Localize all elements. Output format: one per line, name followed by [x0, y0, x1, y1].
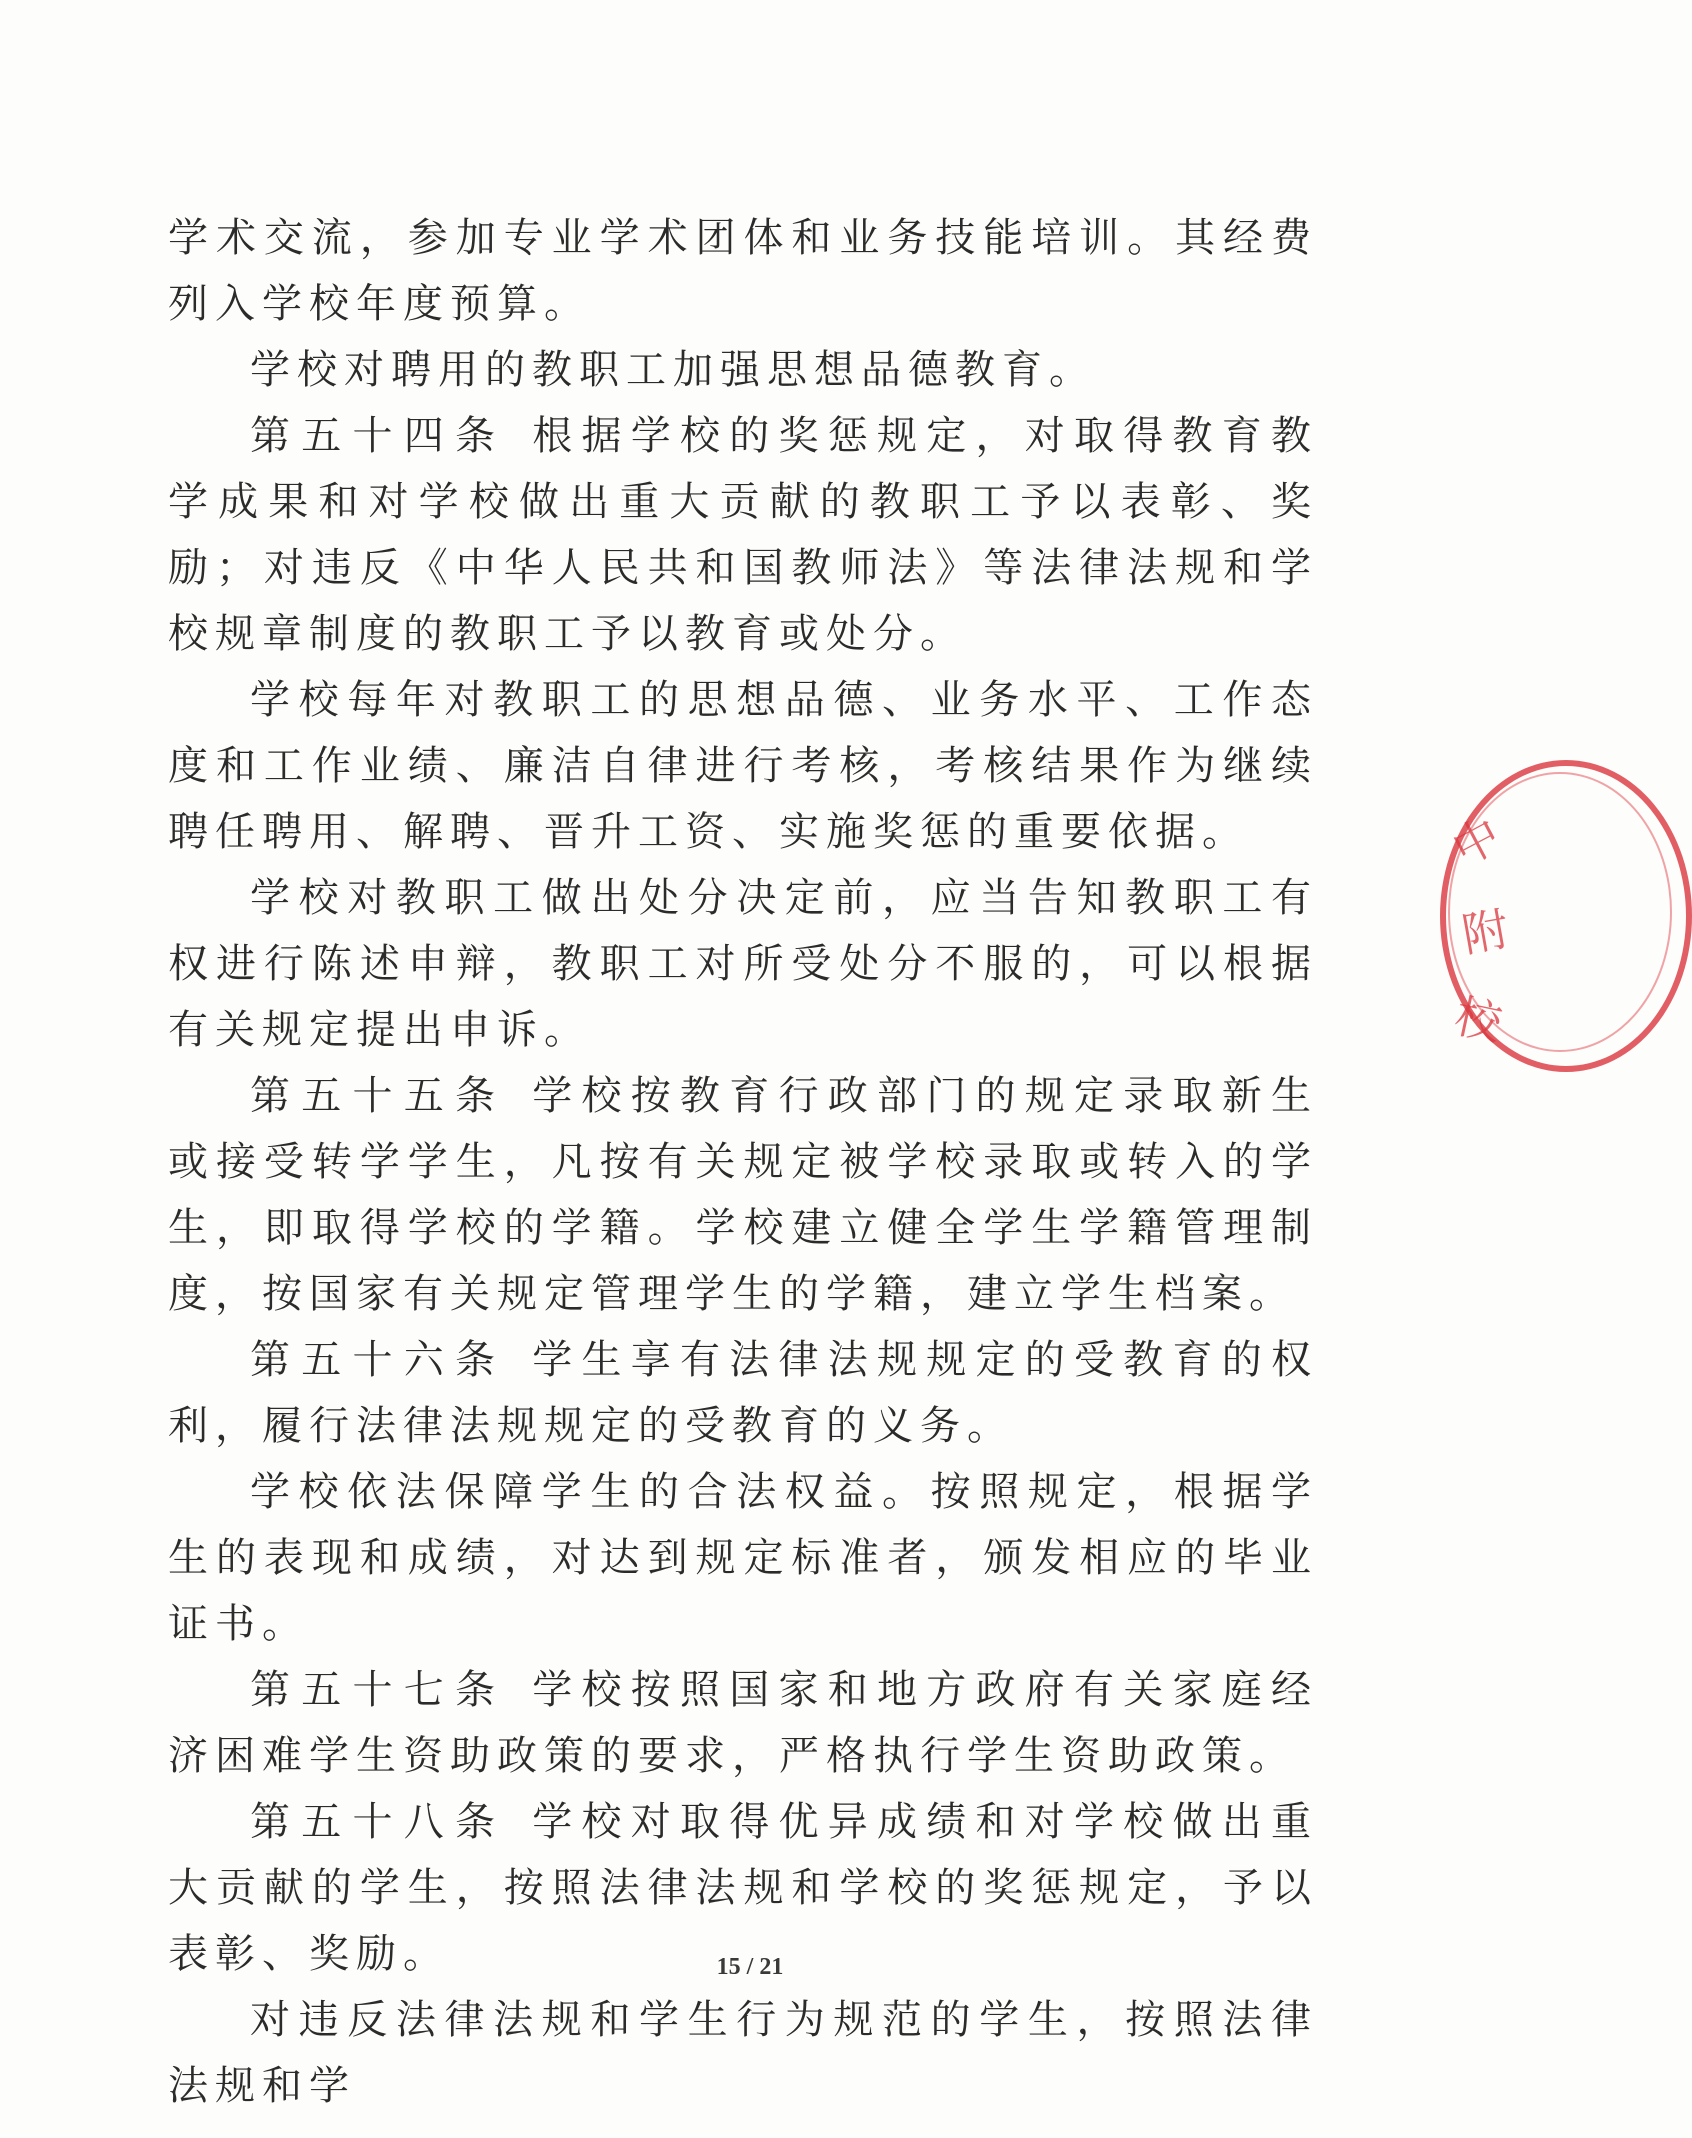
seal-char: 校 [1450, 988, 1507, 1052]
document-body [168, 205, 1318, 2119]
paragraph-2: 学校对聘用的教职工加强思想品德教育。 [250, 347, 1096, 393]
page-number: 15 / 21 [716, 1954, 784, 1980]
article-heading: 第五十四条 [250, 413, 507, 459]
article-55: 第五十五条 学校按教育行政部门的规定录取新生或接受转学学生，凡按有关规定被学校录取或转入的学生，即取得学校的学籍。学校建立健全学生学籍管理制度，按国家有关规定管理学生的学籍，建立学生档案。 [168, 1073, 1318, 1317]
article-heading: 第五十六条 [250, 1337, 507, 1383]
seal-char: 中 [1443, 807, 1510, 877]
article-56: 第五十六条 学生享有法律法规规定的受教育的权利，履行法律法规规定的受教育的义务。 [168, 1337, 1318, 1449]
paragraph-4: 学校每年对教职工的思想品德、业务水平、工作态度和工作业绩、廉洁自律进行考核，考核结果作为继续聘任聘用、解聘、晋升工资、实施奖惩的重要依据。 [168, 677, 1318, 855]
article-58: 第五十八条 学校对取得优异成绩和对学校做出重大贡献的学生，按照法律法规和学校的奖惩规定，予以表彰、奖励。 [168, 1799, 1318, 1977]
paragraph-11: 对违反法律法规和学生行为规范的学生，按照法律法规和学 [168, 1997, 1318, 2109]
paragraph-1: 学术交流，参加专业学术团体和业务技能培训。其经费列入学校年度预算。 [168, 215, 1318, 327]
article-heading: 第五十八条 [250, 1799, 507, 1845]
article-57: 第五十七条 学校按照国家和地方政府有关家庭经济困难学生资助政策的要求，严格执行学生资助政策。 [168, 1667, 1318, 1779]
article-heading: 第五十七条 [250, 1667, 507, 1713]
seal-char: 附 [1458, 901, 1513, 963]
paragraph-5: 学校对教职工做出处分决定前，应当告知教职工有权进行陈述申辩，教职工对所受处分不服的，可以根据有关规定提出申诉。 [168, 875, 1318, 1053]
article-54: 第五十四条 根据学校的奖惩规定，对取得教育教学成果和对学校做出重大贡献的教职工予以表彰、奖励；对违反《中华人民共和国教师法》等法律法规和学校规章制度的教职工予以教育或处分。 [168, 413, 1318, 657]
article-heading: 第五十五条 [250, 1073, 507, 1119]
paragraph-8: 学校依法保障学生的合法权益。按照规定，根据学生的表现和成绩，对达到规定标准者，颁发相应的毕业证书。 [168, 1469, 1318, 1647]
